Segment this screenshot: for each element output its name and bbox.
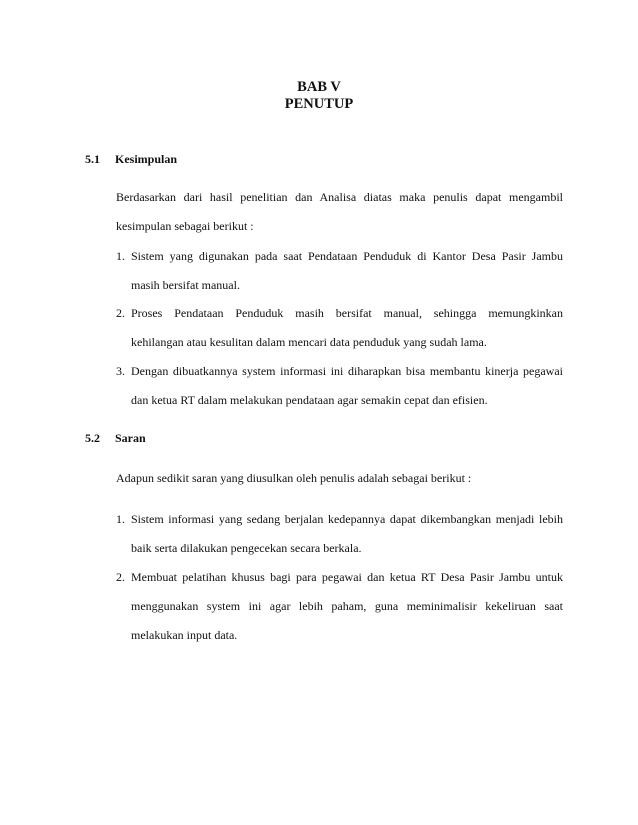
list-item-line: baik serta dilakukan pengecekan secara berkala. bbox=[131, 541, 362, 555]
list-item-line: Dengan dibuatkannya system informasi ini diharapkan bisa membantu kinerja pegawai bbox=[131, 364, 563, 378]
chapter-subtitle: PENUTUP bbox=[284, 96, 354, 112]
list-item-line: masih bersifat manual. bbox=[131, 278, 240, 292]
list-item-line: kehilangan atau kesulitan dalam mencari data penduduk yang sudah lama. bbox=[131, 335, 487, 349]
section-heading-saran bbox=[85, 430, 146, 446]
list-number: 2. bbox=[116, 306, 125, 320]
list-item-line: Sistem yang digunakan pada saat Pendataan Penduduk di Kantor Desa Pasir Jambu bbox=[131, 249, 563, 263]
section-number: 5.1 bbox=[85, 152, 100, 166]
section-heading-kesimpulan bbox=[85, 151, 177, 167]
section-number: 5.2 bbox=[85, 431, 100, 445]
list-item-line: Sistem informasi yang sedang berjalan kedepannya dapat dikembangkan menjadi lebih bbox=[131, 512, 563, 526]
list-item-line: melakukan input data. bbox=[131, 628, 238, 642]
list-item-line: dan ketua RT dalam melakukan pendataan agar semakin cepat dan efisien. bbox=[131, 393, 488, 407]
section-title: Kesimpulan bbox=[115, 152, 178, 166]
list-number: 2. bbox=[116, 570, 125, 584]
list-number: 1. bbox=[116, 512, 125, 526]
paragraph-line: kesimpulan sebagai berikut : bbox=[116, 219, 254, 233]
paragraph-line: Berdasarkan dari hasil penelitian dan Analisa diatas maka penulis dapat mengambil bbox=[116, 190, 563, 204]
chapter-title: BAB V bbox=[297, 79, 341, 95]
list-item-line: Proses Pendataan Penduduk masih bersifat manual, sehingga memungkinkan bbox=[131, 306, 563, 320]
list-item-line: menggunakan system ini agar lebih paham, guna meminimalisir kekeliruan saat bbox=[131, 599, 563, 613]
section-title: Saran bbox=[115, 431, 146, 445]
list-number: 1. bbox=[116, 249, 125, 263]
list-number: 3. bbox=[116, 364, 125, 378]
paragraph-line: Adapun sedikit saran yang diusulkan oleh penulis adalah sebagai berikut : bbox=[116, 471, 472, 485]
list-item-line: Membuat pelatihan khusus bagi para pegawai dan ketua RT Desa Pasir Jambu untuk bbox=[131, 570, 563, 584]
